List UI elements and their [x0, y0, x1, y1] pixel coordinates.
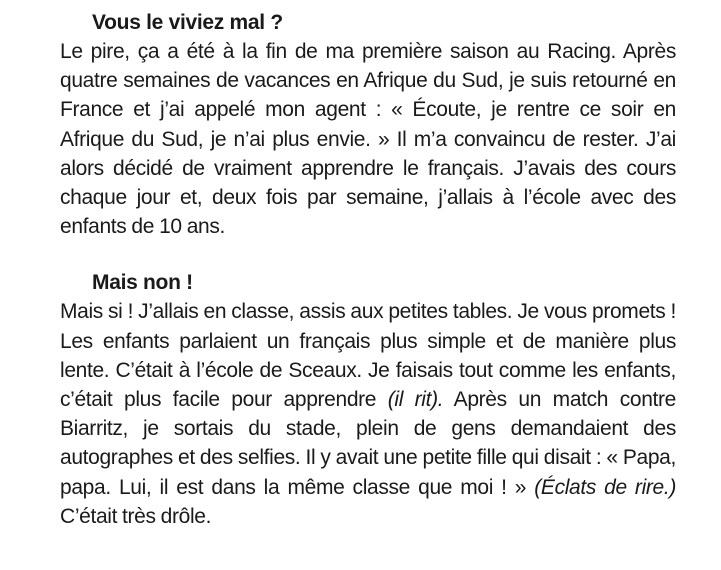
question-heading: Mais non !: [92, 271, 193, 295]
answer-text: Mais si ! J’allais en classe, assis aux petites tables. Je vous promets ! Les enfants parlaient un français plus simple et de manière plus lente. C’était à l’école de Sceaux. Je faisais tout comme les enfants, c’était plus facile pour apprendre: [60, 300, 676, 412]
answer-paragraph: Le pire, ça a été à la fin de ma première saison au Racing. Après quatre semaines de vacances en Afrique du Sud, je suis retourné en France et j’ai appelé mon agent : « Écoute, je rentre ce soir en Afrique du Sud, je n’ai plus envie. » Il m’a convaincu de rester. J’ai alors décidé de vraiment apprendre le français. J’avais des cours chaque jour et, deux fois par semaine, j’allais à l’école avec des enfants de 10 ans.: [60, 40, 676, 239]
qa-block-2: [60, 268, 676, 531]
qa-block-1: [60, 8, 676, 241]
question-heading: Vous le viviez mal ?: [92, 11, 283, 34]
stage-direction: (il rit).: [387, 388, 444, 412]
answer-text: Après un match contre Biarritz, je sortais du stade, plein de gens demandaient des autographes et des selfies. Il y avait une petite fille qui disait : « Papa, papa. Lui, il est dans la même classe que moi ! »: [60, 388, 676, 499]
answer-text: C’était très drôle.: [60, 504, 212, 528]
answer-paragraph: [60, 297, 676, 531]
stage-direction: (Éclats de rire.): [534, 475, 676, 499]
interview-article: [60, 8, 676, 531]
